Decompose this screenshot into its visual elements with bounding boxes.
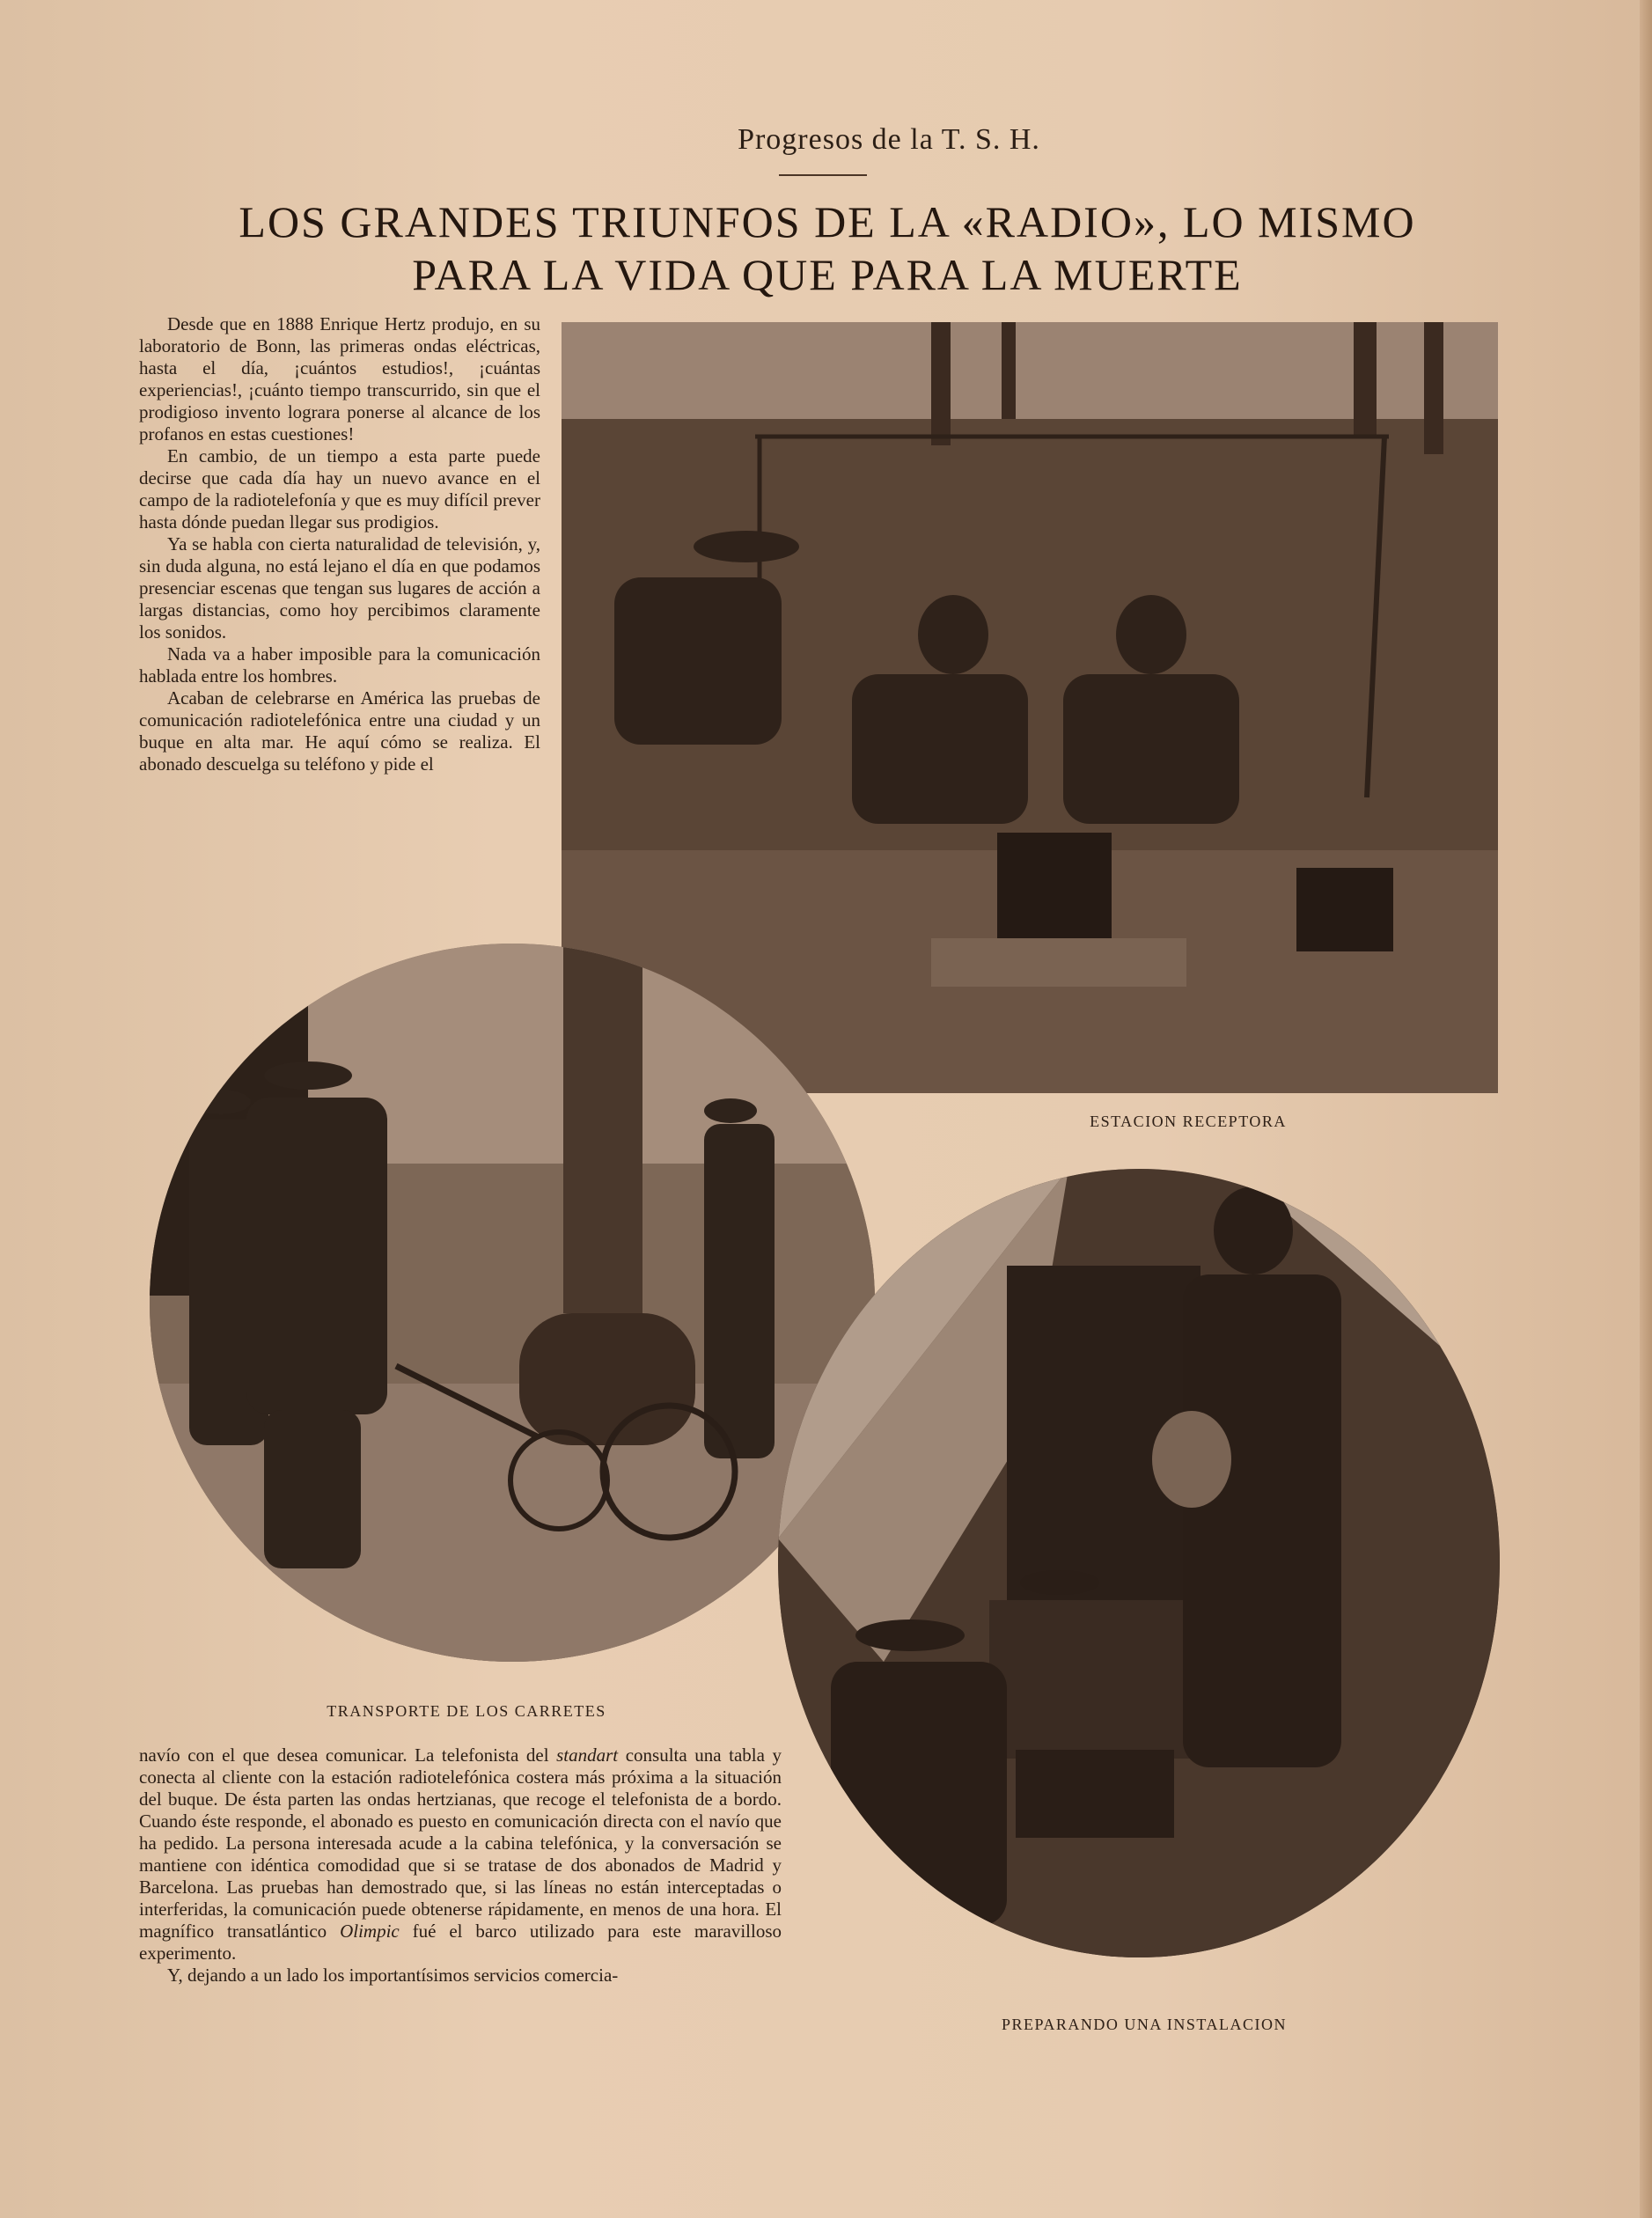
article-column-bottom [139, 1744, 782, 2035]
paragraph: Ya se habla con cierta naturalidad de televisión, y, sin duda alguna, no está lejano el día en que podamos presenciar escenas que tengan sus lugares de acción a largas distancias, como hoy percibimos claramente los sonidos. [139, 533, 540, 643]
article-column-left [139, 313, 540, 903]
photo-preparing-installation [778, 1169, 1500, 1957]
headline-line-2: PARA LA VIDA QUE PARA LA MUERTE [412, 250, 1243, 299]
caption-cable-transport: TRANSPORTE DE LOS CARRETES [327, 1702, 606, 1720]
page-edge [1640, 0, 1652, 2218]
paragraph: En cambio, de un tiempo a esta parte puede decirse que cada día hay un nuevo avance en el campo de la radiotelefonía y que es muy difícil prever hasta dónde puedan llegar sus prodigios. [139, 445, 540, 532]
photo-preparing-installation-image [778, 1169, 1500, 1957]
paragraph-text: consulta una tabla y conecta al cliente con la estación radiotelefónica costera más próxima a la situación del buque. De ésta parten las ondas hertzianas, que recoge el telefonista de a bordo. Cuando éste responde, el abonado es puesto en comunicación directa con el navío que ha pedido. La persona interesada acude a la cabina telefónica, y la conversación se mantiene con idéntica comodidad que si se tratase de dos abonados de Madrid y Barcelona. Las pruebas han demostrado que, si las líneas no están interceptadas o interferidas, la comunicación puede obtenerse rápidamente, en menos de una hora. El magnífico transatlántico [139, 1744, 782, 1942]
paragraph-italic-text: standart [556, 1744, 619, 1766]
section-title: Progresos de la T. S. H. [738, 123, 1040, 156]
caption-receiving-station: ESTACION RECEPTORA [1090, 1113, 1287, 1130]
paragraph-text: navío con el que desea comunicar. La telefonista del [139, 1744, 557, 1766]
paragraph: Y, dejando a un lado los importantísimos servicios comercia- [167, 1965, 619, 1986]
paragraph-text: fué el barco utilizado para este maravilloso experimento. [139, 1921, 782, 1964]
paragraph: Acaban de celebrarse en América las pruebas de comunicación radiotelefónica entre una ciudad y un buque en alta mar. He aquí cómo se realiza. El abonado descuelga su teléfono y pide el [139, 687, 540, 775]
title-rule [779, 174, 867, 176]
paragraph-italic-text: Olimpic [340, 1921, 400, 1942]
paragraph: Nada va a haber imposible para la comunicación hablada entre los hombres. [139, 643, 540, 687]
headline [123, 195, 1531, 301]
headline-line-1: LOS GRANDES TRIUNFOS DE LA «RADIO», LO MISMO [239, 197, 1416, 246]
paragraph [139, 1744, 782, 1965]
paragraph: Desde que en 1888 Enrique Hertz produjo, en su laboratorio de Bonn, las primeras ondas eléctricas, hasta el día, ¡cuántos estudios!, ¡cuántas experiencias!, ¡cuánto tiempo transcurrido, sin que el prodigioso invento lograra ponerse al alcance de los profanos en estas cuestiones! [139, 313, 540, 444]
photo-cable-transport [150, 944, 875, 1662]
photo-cable-transport-image [150, 944, 875, 1662]
caption-preparing-installation: PREPARANDO UNA INSTALACION [1002, 2016, 1287, 2033]
